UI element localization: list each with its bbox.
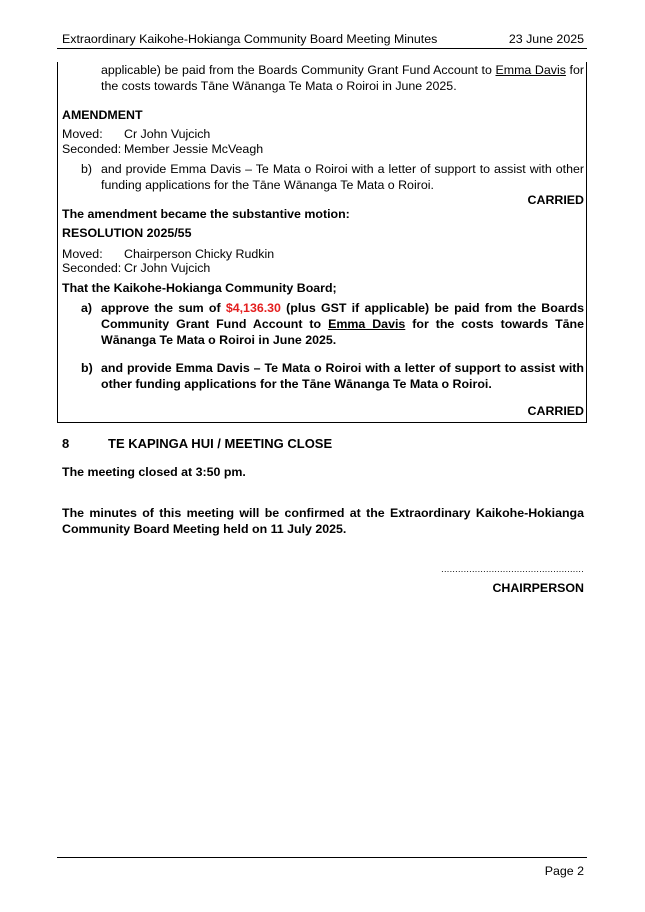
moved-value: Chairperson Chicky Rudkin <box>124 247 275 261</box>
item-text: and provide Emma Davis – Te Mata o Roiroi with a letter of support to assist with other funding applications for the Tāne Wānanga Te Mata o Roiroi. <box>101 361 584 391</box>
item-text <box>101 300 584 348</box>
resolution-heading: RESOLUTION 2025/55 <box>62 226 192 240</box>
chairperson-label: CHAIRPERSON <box>492 581 584 595</box>
item-text: and provide Emma Davis – Te Mata o Roiroi with a letter of support to assist with other funding applications for the Tāne Wānanga Te Mata o Roiroi. <box>101 162 584 192</box>
amendment-heading: AMENDMENT <box>62 108 143 122</box>
resolution-item-a <box>81 300 584 348</box>
seconded-value: Member Jessie McVeagh <box>124 142 264 156</box>
item-marker: b) <box>81 162 93 176</box>
continuation-text-pre: applicable) be paid from the Boards Community Grant Fund Account to <box>101 63 496 77</box>
grant-amount: $4,136.30 <box>225 301 281 315</box>
continuation-payee: Emma Davis <box>495 63 566 77</box>
footer-rule <box>57 857 587 858</box>
section-heading: TE KAPINGA HUI / MEETING CLOSE <box>108 436 333 451</box>
item-a-text-mid: (plus GST if applicable) be paid from the Boards Community Grant Fund Account to <box>101 301 584 331</box>
minutes-confirm: The minutes of this meeting will be confirmed at the Extraordinary Kaikohe-Hokianga Community Board Meeting held on 11 July 2025. <box>62 506 584 536</box>
moved-value: Cr John Vujcich <box>124 127 211 141</box>
amendment-carried: CARRIED <box>527 193 584 207</box>
seconded-label: Seconded: <box>62 142 122 156</box>
continuation-text-post: for the costs towards Tāne Wānanga Te Mata o Roiroi in June 2025. <box>101 63 584 93</box>
section-number: 8 <box>62 436 70 451</box>
page-number: Page 2 <box>544 864 584 878</box>
section-8-title <box>62 436 332 452</box>
document-title: Extraordinary Kaikohe-Hokianga Community Board Meeting Minutes <box>62 32 438 46</box>
substantive-motion: The amendment became the substantive motion: <box>62 207 350 221</box>
amendment-item-b <box>81 161 584 193</box>
seconded-value: Cr John Vujcich <box>124 261 211 275</box>
seconded-label: Seconded: <box>62 261 122 275</box>
amendment-seconded <box>62 141 263 157</box>
document-date: 23 June 2025 <box>508 32 584 46</box>
item-marker: a) <box>81 301 93 315</box>
signature-line: ................................................... <box>441 564 584 574</box>
meeting-closed: The meeting closed at 3:50 pm. <box>62 465 246 479</box>
resolution-item-b <box>81 360 584 392</box>
moved-label: Moved: <box>62 127 103 141</box>
item-a-text-post: for the costs towards Tāne Wānanga Te Mata o Roiroi in June 2025. <box>101 317 584 347</box>
moved-label: Moved: <box>62 247 103 261</box>
resolution-intro: That the Kaikohe-Hokianga Community Board; <box>62 281 337 295</box>
resolution-seconded <box>62 260 210 276</box>
header-rule <box>57 48 587 49</box>
item-a-text-pre: approve the sum of <box>101 301 226 315</box>
item-a-payee: Emma Davis <box>328 317 406 331</box>
resolution-carried: CARRIED <box>527 404 584 418</box>
item-marker: b) <box>81 361 93 375</box>
continuation-paragraph <box>101 62 584 94</box>
page-header <box>62 32 584 46</box>
amendment-moved <box>62 126 210 142</box>
